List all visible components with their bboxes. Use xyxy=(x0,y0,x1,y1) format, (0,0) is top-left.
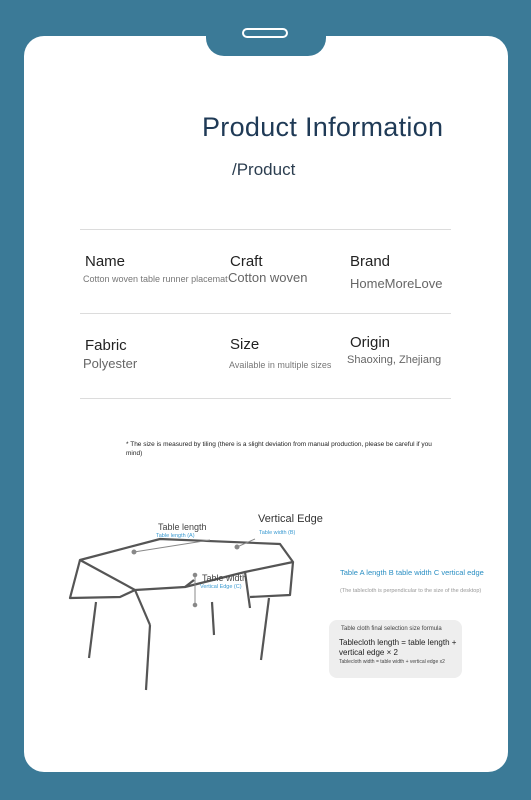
spec-size-value: Available in multiple sizes xyxy=(229,360,332,370)
formula-title: Table cloth final selection size formula xyxy=(341,626,442,632)
tabletop-outline xyxy=(80,539,293,590)
table-leg-front-left xyxy=(89,602,96,658)
spec-size-label: Size xyxy=(230,336,260,353)
measurement-note: * The size is measured by tiling (there is a slight deviation from manual production, please be careful if you mind) xyxy=(126,441,432,457)
dimension-legend: Table A length B table width C vertical edge xyxy=(340,568,484,577)
diagram-table-width: Table width xyxy=(202,573,248,583)
dimension-legend-note: (The tablecloth is perpendicular to the size of the desktop) xyxy=(340,588,482,594)
divider-top xyxy=(80,229,451,230)
spec-craft-value: Cotton woven xyxy=(228,270,308,285)
formula-main: Tablecloth length = table length + vertical edge × 2 xyxy=(339,638,457,657)
divider-middle xyxy=(80,313,451,314)
spec-fabric-value: Polyester xyxy=(83,356,138,371)
tablecloth-left-drape xyxy=(70,560,135,598)
spec-name-value: Cotton woven table runner placemat xyxy=(83,274,228,284)
spec-fabric-label: Fabric xyxy=(85,337,127,354)
diagram-vertical-edge: Vertical Edge xyxy=(258,513,323,525)
table-leg-front-right xyxy=(146,625,150,690)
spec-brand-value: HomeMoreLove xyxy=(350,276,443,291)
spec-craft-label: Craft xyxy=(230,253,263,270)
diagram-table-length: Table length xyxy=(158,522,207,532)
hanger-slot-icon xyxy=(242,28,288,38)
diagram-table-length-sub: Table length (A) xyxy=(156,533,195,539)
divider-bottom xyxy=(80,398,451,399)
spec-brand-label: Brand xyxy=(350,253,391,270)
formula-width: Tablecloth width = table width + vertical edge x2 xyxy=(339,659,445,665)
page-subtitle: /Product xyxy=(232,160,296,179)
page-title: Product Information xyxy=(202,112,444,142)
spec-origin-label: Origin xyxy=(350,334,391,351)
table-leg-back-left xyxy=(212,602,214,635)
formula-box xyxy=(329,620,462,678)
diagram-vertical-edge-sub: Vertical Edge (C) xyxy=(200,584,242,590)
diagram-table-width-sub-top: Table width (B) xyxy=(259,530,296,536)
table-diagram xyxy=(60,530,330,695)
spec-name-label: Name xyxy=(85,253,126,270)
table-leg-back-right xyxy=(261,598,269,660)
spec-origin-value: Shaoxing, Zhejiang xyxy=(347,354,442,366)
